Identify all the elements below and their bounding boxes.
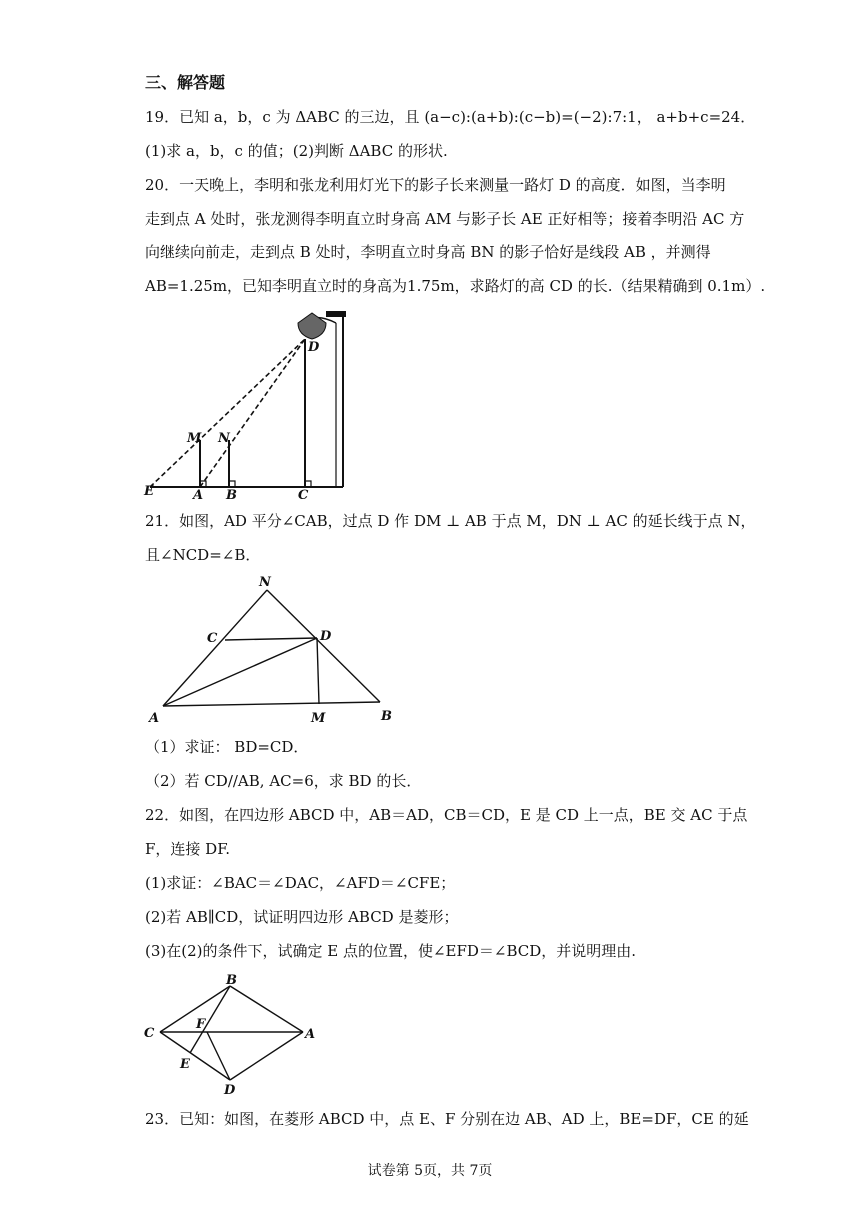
q20-line-3: 向继续向前走，走到点 B 处时，李明直立时身高 BN 的影子恰好是线段 AB ，并测得 xyxy=(145,243,711,261)
segment-cd xyxy=(225,638,317,640)
label-a: A xyxy=(149,711,160,724)
q21-line-1: 21．如图，AD 平分∠CAB，过点 D 作 DM ⊥ AB 于点 M，DN ⊥ AC 的延长线于点 N， xyxy=(145,512,756,530)
q23-line-1: 23．已知：如图，在菱形 ABCD 中，点 E、F 分别在边 AB、AD 上，BE=DF，CE 的延 xyxy=(145,1110,749,1128)
label-e: E xyxy=(180,1057,190,1072)
q22-part-2: (2)若 AB∥CD，试证明四边形 ABCD 是菱形； xyxy=(145,908,459,926)
label-d: D xyxy=(224,1083,236,1097)
lamp-head xyxy=(298,313,326,339)
label-c: C xyxy=(207,631,218,646)
q20-line-1: 20．一天晚上，李明和张龙利用灯光下的影子长来测量一路灯 D 的高度．如图，当李明 xyxy=(145,176,726,194)
segment-ad xyxy=(230,1032,303,1080)
segment-dc xyxy=(160,1032,230,1080)
label-m: M xyxy=(187,431,202,446)
segment-nb xyxy=(267,590,380,702)
label-c: C xyxy=(144,1026,155,1041)
segment-ad xyxy=(163,638,317,706)
q19-line-1: 19．已知 a，b，c 为 ΔABC 的三边，且 (a−c):(a+b):(c−b)=(−2):7:1， a+b+c=24． xyxy=(145,108,756,126)
q22-part-3: (3)在(2)的条件下，试确定 E 点的位置，使∠EFD＝∠BCD，并说明理由. xyxy=(145,942,637,960)
label-a: A xyxy=(193,488,204,500)
label-a: A xyxy=(305,1027,316,1042)
q20-line-4: AB=1.25m，已知李明直立时的身高为1.75m，求路灯的高 CD 的长.（结果精确到 0.1m）. xyxy=(145,277,766,295)
segment-cb xyxy=(160,986,230,1032)
label-m: M xyxy=(311,711,326,724)
label-n: N xyxy=(259,575,271,590)
page-footer: 试卷第 5页，共 7页 xyxy=(367,1163,493,1179)
label-e: E xyxy=(144,484,154,499)
segment-na xyxy=(163,590,267,706)
label-b: B xyxy=(226,488,237,500)
ray-a-d xyxy=(200,339,305,487)
label-f: F xyxy=(196,1017,206,1032)
label-d: D xyxy=(320,629,332,644)
q22-line-2: F，连接 DF. xyxy=(145,840,231,858)
q21-line-2: 且∠NCD=∠B． xyxy=(145,546,261,564)
segment-dm xyxy=(317,638,319,704)
label-n: N xyxy=(218,431,230,446)
section-title: 三、解答题 xyxy=(145,73,226,92)
segment-ba xyxy=(230,986,303,1032)
q22-part-1: (1)求证：∠BAC＝∠DAC，∠AFD＝∠CFE； xyxy=(145,874,456,892)
rhombus-figure xyxy=(140,972,325,1097)
streetlamp-figure xyxy=(140,305,360,500)
label-b: B xyxy=(226,973,237,988)
ray-e-d xyxy=(150,339,305,487)
triangle-figure xyxy=(145,572,400,724)
q21-part-2: （2）若 CD//AB, AC=6，求 BD 的长． xyxy=(145,772,422,790)
label-d: D xyxy=(308,340,320,355)
q22-line-1: 22．如图，在四边形 ABCD 中，AB＝AD，CB＝CD，E 是 CD 上一点，BE 交 AC 于点 xyxy=(145,806,748,824)
segment-ab xyxy=(163,702,380,706)
q19-line-2: (1)求 a，b，c 的值；(2)判断 ΔABC 的形状. xyxy=(145,142,448,160)
label-b: B xyxy=(381,709,392,724)
label-c: C xyxy=(298,488,309,500)
lamp-top xyxy=(326,311,346,317)
q21-part-1: （1）求证： BD=CD． xyxy=(145,738,309,756)
q20-line-2: 走到点 A 处时，张龙测得李明直立时身高 AM 与影子长 AE 正好相等；接着李明沿 AC 方 xyxy=(145,210,745,228)
